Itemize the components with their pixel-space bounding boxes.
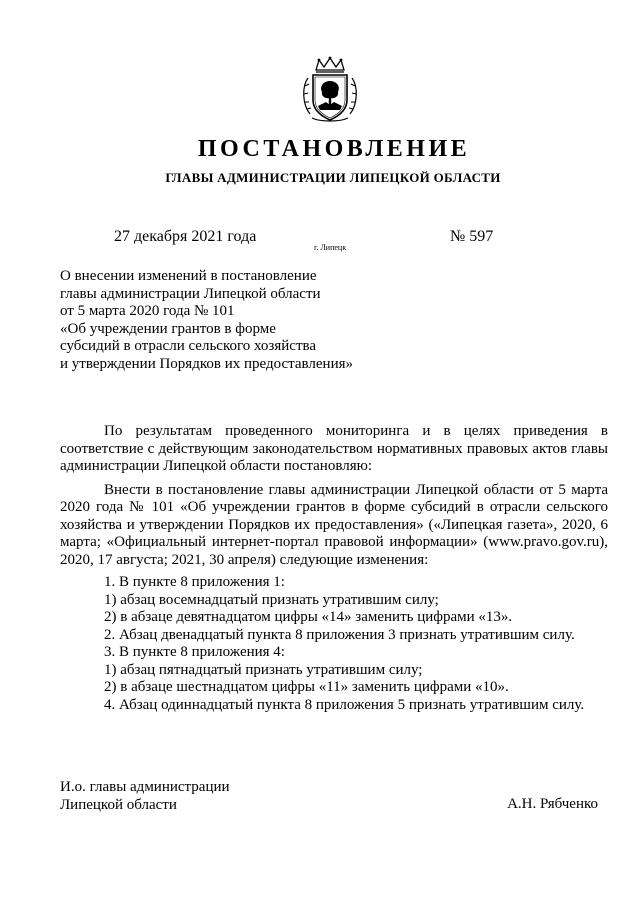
document-body [60,423,608,714]
document-city: г. Липецк [314,243,347,252]
amendment-item: 1. В пункте 8 приложения 1: [104,574,285,590]
subject-line: О внесении изменений в постановление [60,268,317,284]
amendment-item: 4. Абзац одиннадцатый пункта 8 приложения 5 признать утратившим силу. [104,696,585,713]
document-title: ПОСТАНОВЛЕНИЕ [197,136,471,162]
amendment-item: 2) в абзаце шестнадцатом цифры «11» заменить цифрами «10». [104,679,509,695]
preamble-paragraph: По результатам проведенного мониторинга и в целях приведения в соответствие с действующим законодательством нормативных правовых актов главы администрации Липецкой области постановляю: [60,423,608,474]
amendment-list [60,574,608,714]
document-date: 27 декабря 2021 года [114,228,257,245]
signer-position-line: Липецкой области [60,797,177,813]
subject-line: от 5 марта 2020 года № 101 [60,303,235,319]
amendment-item: 2) в абзаце девятнадцатом цифры «14» заменить цифрами «13». [104,609,513,625]
amendment-item: 1) абзац пятнадцатый признать утратившим силу; [104,661,423,678]
coat-of-arms-icon [300,56,360,124]
document-number: № 597 [450,228,494,245]
document-subtitle: ГЛАВЫ АДМИНИСТРАЦИИ ЛИПЕЦКОЙ ОБЛАСТИ [165,170,501,185]
subject-line: главы администрации Липецкой области [60,285,321,302]
amendment-item: 2. Абзац двенадцатый пункта 8 приложения 3 признать утратившим силу. [104,626,575,643]
subject-line: субсидий в отрасли сельского хозяйства [60,338,317,354]
subject-line: и утверждении Порядков их предоставления» [60,355,353,372]
resolution-paragraph: Внести в постановление главы администрации Липецкой области от 5 марта 2020 года № 101 «Об учреждении грантов в форме субсидий в отрасли сельского хозяйства и утверждении Порядков их предоставления» («Липецкая газета», 2020, 6 марта; «Официальный интернет-портал правовой информации» (www.pravo.gov.ru), 2020, 17 августа; 2021, 30 апреля) следующие изменения: [60,481,608,568]
subject-line: «Об учреждении грантов в форме [60,320,276,337]
signer-position-line: И.о. главы администрации [60,779,230,795]
document-subject [60,268,353,373]
signer-position [60,778,230,814]
amendment-item: 1) абзац восемнадцатый признать утратившим силу; [104,591,439,608]
amendment-item: 3. В пункте 8 приложения 4: [104,644,285,660]
signer-name: А.Н. Рябченко [507,796,598,812]
